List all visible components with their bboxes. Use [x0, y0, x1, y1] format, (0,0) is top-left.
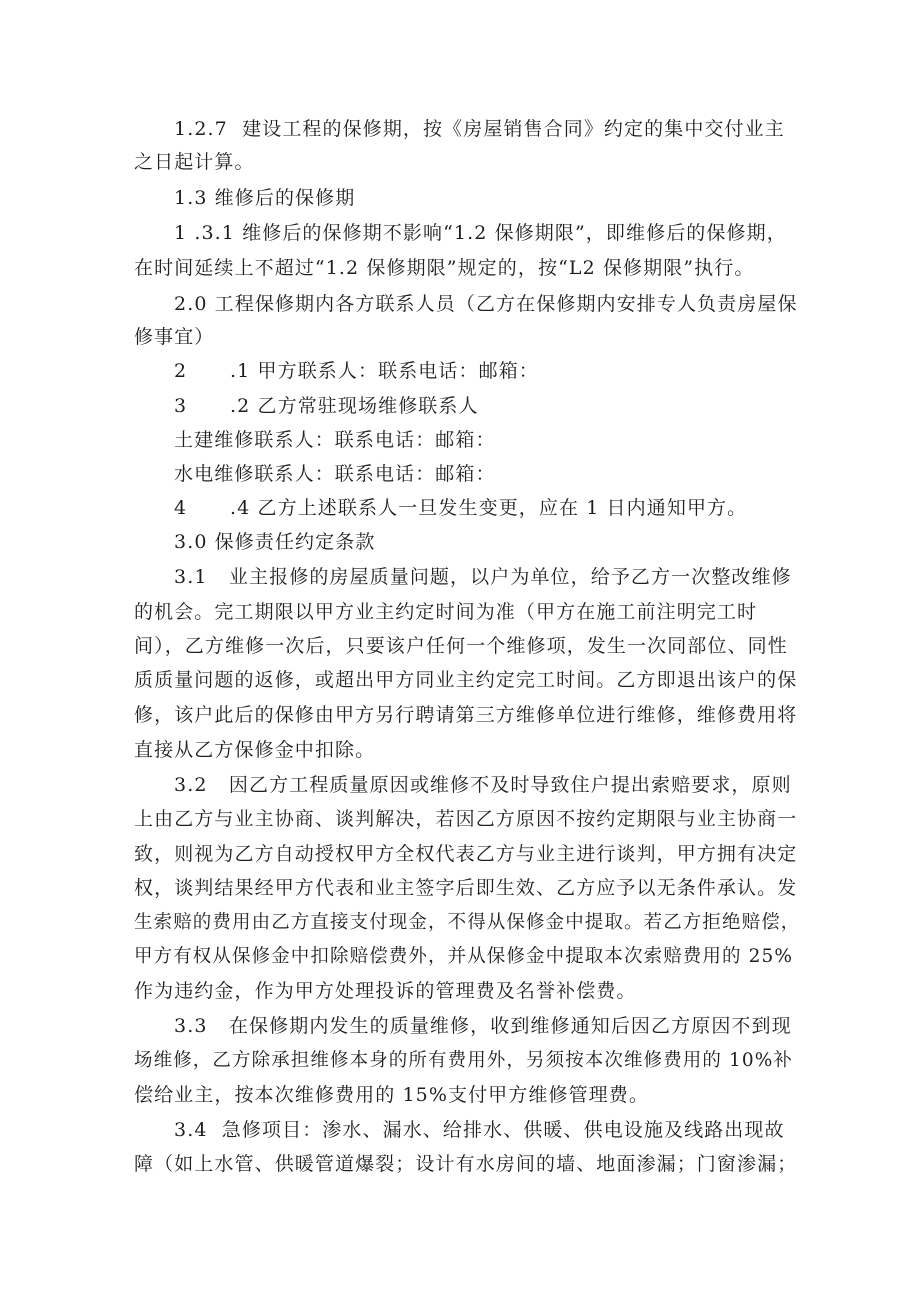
paragraph-1-3-1-line-2: 在时间延续上不超过“1.2 保修期限”规定的，按“L2 保修期限”执行。	[134, 257, 755, 279]
paragraph-3-1-line-2: 的机会。完工期限以甲方业主约定时间为准（甲方在施工前注明完工时	[134, 601, 758, 623]
paragraph-3-1-line-6: 直接从乙方保修金中扣除。	[134, 739, 376, 761]
paragraph-3-1-line-1: 3.1 业主报修的房屋质量问题，以户为单位，给予乙方一次整改维修	[174, 566, 792, 588]
item-2-1: 2 .1 甲方联系人：联系电话：邮箱：	[174, 360, 539, 382]
item-2-2: 3 .2 乙方常驻现场维修联系人	[174, 395, 479, 417]
paragraph-3-1-line-5: 修，该户此后的保修由甲方另行聘请第三方维修单位进行维修，维修费用将	[134, 704, 798, 726]
paragraph-3-2-line-7: 作为违约金，作为甲方处理投诉的管理费及名誉补偿费。	[134, 980, 637, 1002]
heading-1-3: 1.3 维修后的保修期	[174, 187, 356, 209]
paragraph-3-2-line-5: 生索赔的费用由乙方直接支付现金，不得从保修金中提取。若乙方拒绝赔偿，	[134, 912, 801, 933]
paragraph-1-2-7-line-1: 1.2.7 建设工程的保修期，按《房屋销售合同》约定的集中交付业主	[174, 118, 785, 140]
heading-2-0-line-2: 修事宜）	[134, 326, 215, 348]
heading-3-0: 3.0 保修责任约定条款	[174, 531, 376, 553]
paragraph-3-3-line-3: 偿给业主，按本次维修费用的 15%支付甲方维修管理费。	[134, 1084, 649, 1106]
paragraph-3-2-line-3: 致，则视为乙方自动授权甲方全权代表乙方与业主进行谈判，甲方拥有决定	[134, 843, 798, 865]
paragraph-1-3-1-line-1: 1 .3.1 维修后的保修期不影响“1.2 保修期限”，即维修后的保修期，	[174, 222, 787, 244]
paragraph-3-1-line-4: 质质量问题的返修，或超出甲方同业主约定完工时间。乙方即退出该户的保	[134, 669, 798, 691]
paragraph-3-3-line-1: 3.3 在保修期内发生的质量维修，收到维修通知后因乙方原因不到现	[174, 1015, 792, 1037]
heading-2-0-line-1: 2.0 工程保修期内各方联系人员（乙方在保修期内安排专人负责房屋保	[174, 293, 798, 315]
paragraph-3-4-line-2: 障（如上水管、供暖管道爆裂；设计有水房间的墙、地面渗漏；门窗渗漏；	[134, 1153, 798, 1175]
paragraph-1-2-7-line-2: 之日起计算。	[134, 151, 255, 173]
paragraph-3-3-line-2: 场维修，乙方除承担维修本身的所有费用外，另须按本次维修费用的 10%补	[134, 1050, 794, 1071]
paragraph-3-2-line-6: 甲方有权从保修金中扣除赔偿费外，并从保修金中提取本次索赔费用的 25%	[134, 946, 794, 967]
paragraph-3-1-line-3: 间），乙方维修一次后，只要该户任何一个维修项，发生一次同部位、同性	[134, 635, 788, 657]
contact-civil: 土建维修联系人：联系电话：邮箱：	[174, 429, 496, 451]
paragraph-3-4-line-1: 3.4 急修项目：渗水、漏水、给排水、供暖、供电设施及线路出现故	[174, 1119, 785, 1141]
paragraph-3-2-line-2: 上由乙方与业主协商、谈判解决，若因乙方原因不按约定期限与业主协商一	[134, 808, 798, 830]
paragraph-3-2-line-4: 权，谈判结果经甲方代表和业主签字后即生效、乙方应予以无条件承认。发	[134, 877, 798, 899]
contact-plumbing-electrical: 水电维修联系人：联系电话：邮箱：	[174, 463, 496, 485]
item-2-4: 4 .4 乙方上述联系人一旦发生变更，应在 1 日内通知甲方。	[174, 497, 748, 519]
paragraph-3-2-line-1: 3.2 因乙方工程质量原因或维修不及时导致住户提出索赔要求，原则	[174, 774, 792, 796]
